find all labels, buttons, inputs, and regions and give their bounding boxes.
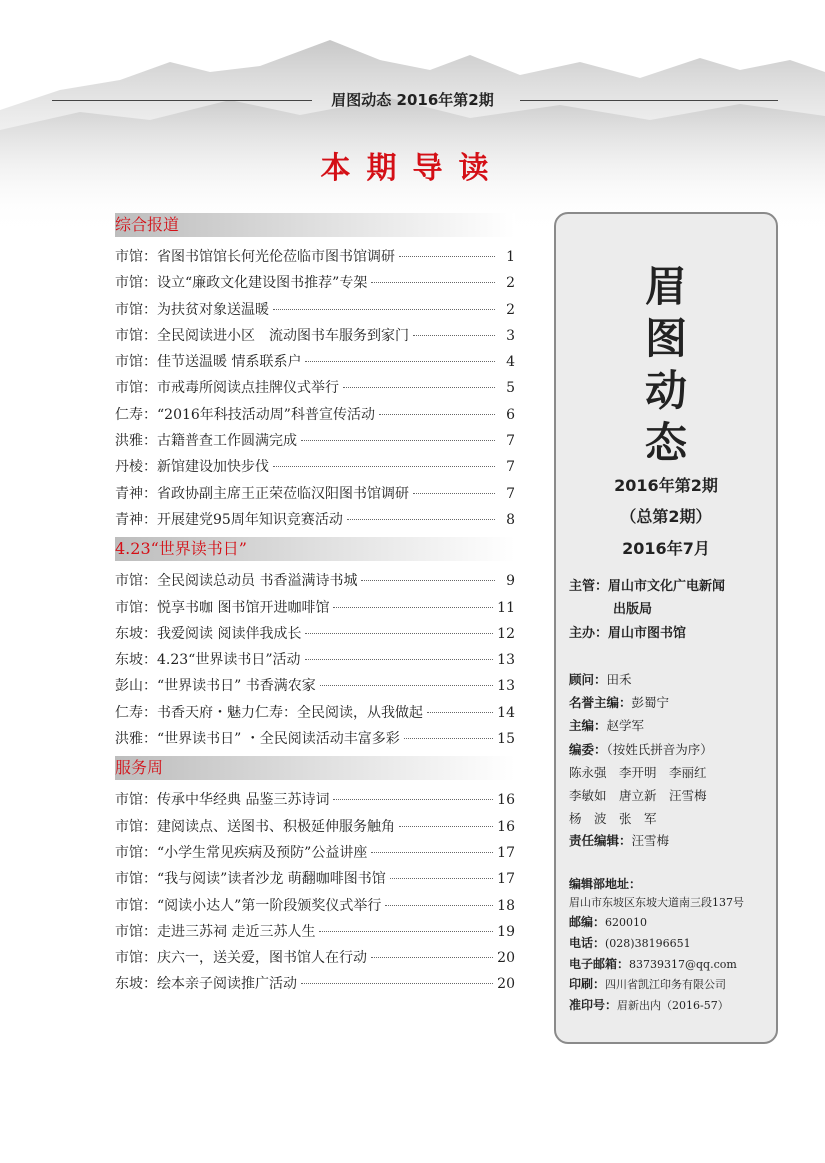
leader-dots bbox=[333, 798, 493, 800]
toc-entry-title: 洪雅：“世界读书日” ・全民阅读活动丰富多彩 bbox=[115, 731, 400, 748]
email: 电子邮箱：83739317@qq.com bbox=[569, 957, 737, 971]
toc-entry[interactable] bbox=[115, 481, 515, 507]
toc-entry-title: 市馆：设立“廉政文化建设图书推荐”专架 bbox=[115, 275, 368, 292]
leader-dots bbox=[361, 579, 495, 581]
toc-entry-title: 市馆：全民阅读进小区 流动图书车服务到家门 bbox=[115, 327, 409, 344]
page-title: 本期导读 bbox=[320, 151, 505, 186]
toc-entry[interactable] bbox=[115, 568, 515, 594]
magazine-title-char: 态 bbox=[644, 418, 687, 467]
toc-page-number: 16 bbox=[497, 818, 515, 835]
toc-page-number: 19 bbox=[497, 923, 515, 940]
issue-number: 2016年第2期 bbox=[614, 476, 718, 495]
toc-entry-title: 市馆：悦享书咖 图书馆开进咖啡馆 bbox=[115, 599, 330, 616]
toc-entry-title: 市馆：省图书馆馆长何光伦莅临市图书馆调研 bbox=[115, 249, 395, 265]
toc-entry[interactable] bbox=[115, 787, 515, 813]
magazine-title-char: 图 bbox=[644, 314, 687, 363]
leader-dots bbox=[371, 281, 495, 283]
phone: 电话：(028)38196651 bbox=[569, 936, 691, 950]
issue-date: 2016年7月 bbox=[622, 539, 710, 558]
leader-dots bbox=[273, 308, 495, 310]
leader-dots bbox=[333, 606, 493, 608]
toc-entry[interactable] bbox=[115, 673, 515, 699]
toc-entry[interactable] bbox=[115, 919, 515, 945]
toc-entry[interactable] bbox=[115, 323, 515, 349]
toc-entry-title: 仁寿：“2016年科技活动周”科普宣传活动 bbox=[115, 406, 375, 423]
toc-entry[interactable] bbox=[115, 349, 515, 375]
sponsor: 主办：眉山市图书馆 bbox=[569, 626, 687, 641]
toc-entry[interactable] bbox=[115, 428, 515, 454]
toc-entry-title: 丹棱：新馆建设加快步伐 bbox=[115, 459, 269, 476]
leader-dots bbox=[347, 518, 495, 520]
leader-dots bbox=[427, 711, 493, 713]
toc-entry-title: 彭山：“世界读书日” 书香满农家 bbox=[115, 678, 316, 695]
toc-page-number: 6 bbox=[506, 406, 515, 423]
toc-entry[interactable] bbox=[115, 507, 515, 533]
toc-entry[interactable] bbox=[115, 375, 515, 401]
toc-entry[interactable] bbox=[115, 814, 515, 840]
leader-dots bbox=[273, 465, 495, 467]
leader-dots bbox=[320, 684, 493, 686]
toc-entry-title: 市馆：“小学生常见疾病及预防”公益讲座 bbox=[115, 844, 368, 861]
advisor: 顾问：田禾 bbox=[569, 672, 632, 687]
masthead-box bbox=[554, 212, 778, 1044]
leader-dots bbox=[404, 737, 493, 739]
board-members-3: 杨 波 张 军 bbox=[569, 811, 657, 826]
section-heading: 服务周 bbox=[115, 756, 515, 780]
toc-page-number: 20 bbox=[497, 976, 515, 993]
toc-entry-title: 市馆：走进三苏祠 走近三苏人生 bbox=[115, 923, 316, 940]
leader-dots bbox=[305, 658, 494, 660]
section-heading: 4.23“世界读书日” bbox=[115, 537, 515, 561]
responsible-editor: 责任编辑：汪雪梅 bbox=[569, 833, 670, 848]
supervisor: 主管：眉山市文化广电新闻 bbox=[569, 579, 726, 594]
toc-entry-title: 青神：开展建党95周年知识竞赛活动 bbox=[115, 511, 343, 528]
running-header: 眉图动态 2016年第2期 bbox=[331, 91, 494, 109]
toc-entry[interactable] bbox=[115, 621, 515, 647]
toc-page-number: 2 bbox=[506, 301, 515, 318]
leader-dots bbox=[413, 492, 495, 494]
toc-entry[interactable] bbox=[115, 595, 515, 621]
toc-page-number: 4 bbox=[506, 354, 515, 371]
leader-dots bbox=[371, 956, 493, 958]
toc-page-number: 14 bbox=[497, 704, 515, 721]
leader-dots bbox=[371, 851, 493, 853]
toc-entry[interactable] bbox=[115, 893, 515, 919]
board-members-2: 李敏如 唐立新 汪雪梅 bbox=[569, 788, 707, 803]
leader-dots bbox=[319, 930, 493, 932]
toc-entry[interactable] bbox=[115, 297, 515, 323]
toc-entry-title: 东坡：4.23“世界读书日”活动 bbox=[115, 652, 301, 669]
board-members-1: 陈永强 李开明 李丽红 bbox=[569, 765, 707, 780]
toc-entry-title: 市馆：建阅读点、送图书、积极延伸服务触角 bbox=[115, 818, 395, 835]
mountain-background bbox=[0, 0, 825, 230]
printer: 印刷：四川省凯江印务有限公司 bbox=[569, 977, 727, 991]
toc-page-number: 7 bbox=[506, 459, 515, 476]
toc-entry-title: 东坡：我爱阅读 阅读伴我成长 bbox=[115, 625, 302, 642]
toc-entry[interactable] bbox=[115, 647, 515, 673]
leader-dots bbox=[301, 439, 495, 441]
toc-page-number: 16 bbox=[497, 792, 515, 809]
toc-entry[interactable] bbox=[115, 454, 515, 480]
toc-page-number: 13 bbox=[497, 652, 515, 669]
leader-dots bbox=[343, 386, 495, 388]
total-issue: （总第2期） bbox=[620, 507, 712, 526]
toc-page-number: 9 bbox=[506, 573, 515, 590]
toc-page-number: 20 bbox=[497, 950, 515, 967]
leader-dots bbox=[305, 360, 495, 362]
toc-entry-title: 市馆：全民阅读总动员 书香溢满诗书城 bbox=[115, 573, 358, 590]
leader-dots bbox=[390, 877, 493, 879]
toc-entry-title: 青神：省政协副主席王正荣莅临汉阳图书馆调研 bbox=[115, 485, 409, 502]
toc-entry-title: 市馆：佳节送温暖 情系联系户 bbox=[115, 354, 302, 371]
leader-dots bbox=[413, 334, 495, 336]
toc-page-number: 17 bbox=[497, 844, 515, 861]
toc-entry-title: 东坡：绘本亲子阅读推广活动 bbox=[115, 976, 297, 993]
toc-entry-title: 洪雅：古籍普查工作圆满完成 bbox=[115, 433, 297, 450]
table-of-contents bbox=[115, 213, 515, 1002]
leader-dots bbox=[305, 632, 493, 634]
postcode: 邮编：620010 bbox=[569, 915, 648, 929]
leader-dots bbox=[399, 255, 495, 257]
toc-entry-title: 市馆：传承中华经典 品鉴三苏诗词 bbox=[115, 792, 330, 809]
toc-entry[interactable] bbox=[115, 700, 515, 726]
magazine-title-char: 眉 bbox=[644, 262, 687, 311]
toc-page-number: 12 bbox=[497, 625, 515, 642]
toc-entry[interactable] bbox=[115, 726, 515, 752]
toc-entry-title: 仁寿：书香天府・魅力仁寿：全民阅读，从我做起 bbox=[115, 704, 423, 721]
toc-entry-title: 市馆：“我与阅读”读者沙龙 萌翻咖啡图书馆 bbox=[115, 871, 386, 888]
leader-dots bbox=[385, 904, 493, 906]
magazine-title-char: 动 bbox=[644, 366, 687, 415]
toc-entry[interactable] bbox=[115, 402, 515, 428]
section-spacer bbox=[115, 998, 515, 1002]
toc-entry[interactable] bbox=[115, 270, 515, 296]
toc-page-number: 2 bbox=[506, 275, 515, 292]
toc-page-number: 18 bbox=[497, 897, 515, 914]
editorial-board: 编委：（按姓氏拼音为序） bbox=[569, 742, 713, 757]
address: 眉山市东坡区东坡大道南三段137号 bbox=[569, 896, 744, 909]
leader-dots bbox=[399, 825, 493, 827]
toc-page-number: 5 bbox=[506, 380, 515, 397]
toc-entry[interactable] bbox=[115, 971, 515, 997]
toc-page-number: 15 bbox=[497, 731, 515, 748]
toc-page-number: 13 bbox=[497, 678, 515, 695]
supervisor-cont: 出版局 bbox=[613, 602, 653, 617]
toc-entry-title: 市馆：庆六一，送关爱，图书馆人在行动 bbox=[115, 950, 367, 967]
print-permit: 准印号：眉新出内（2016-57） bbox=[569, 998, 729, 1012]
toc-page-number: 7 bbox=[506, 433, 515, 450]
toc-entry[interactable] bbox=[115, 866, 515, 892]
section-heading: 综合报道 bbox=[115, 213, 515, 237]
toc-entry[interactable] bbox=[115, 244, 515, 270]
leader-dots bbox=[301, 982, 493, 984]
chief-editor: 主编：赵学军 bbox=[569, 718, 645, 733]
toc-entry-title: 市馆：“阅读小达人”第一阶段颁奖仪式举行 bbox=[115, 897, 382, 914]
toc-page-number: 3 bbox=[506, 327, 515, 344]
toc-page-number: 8 bbox=[506, 511, 515, 528]
toc-page-number: 17 bbox=[497, 871, 515, 888]
address-label: 编辑部地址： bbox=[569, 877, 642, 891]
toc-entry[interactable] bbox=[115, 945, 515, 971]
toc-entry[interactable] bbox=[115, 840, 515, 866]
toc-page-number: 1 bbox=[506, 249, 515, 265]
honorary-editor: 名誉主编：彭蜀宁 bbox=[569, 695, 670, 710]
leader-dots bbox=[379, 413, 495, 415]
toc-entry-title: 市馆：市戒毒所阅读点挂牌仪式举行 bbox=[115, 380, 339, 397]
toc-page-number: 7 bbox=[506, 485, 515, 502]
toc-page-number: 11 bbox=[497, 599, 515, 616]
toc-entry-title: 市馆：为扶贫对象送温暖 bbox=[115, 301, 269, 318]
